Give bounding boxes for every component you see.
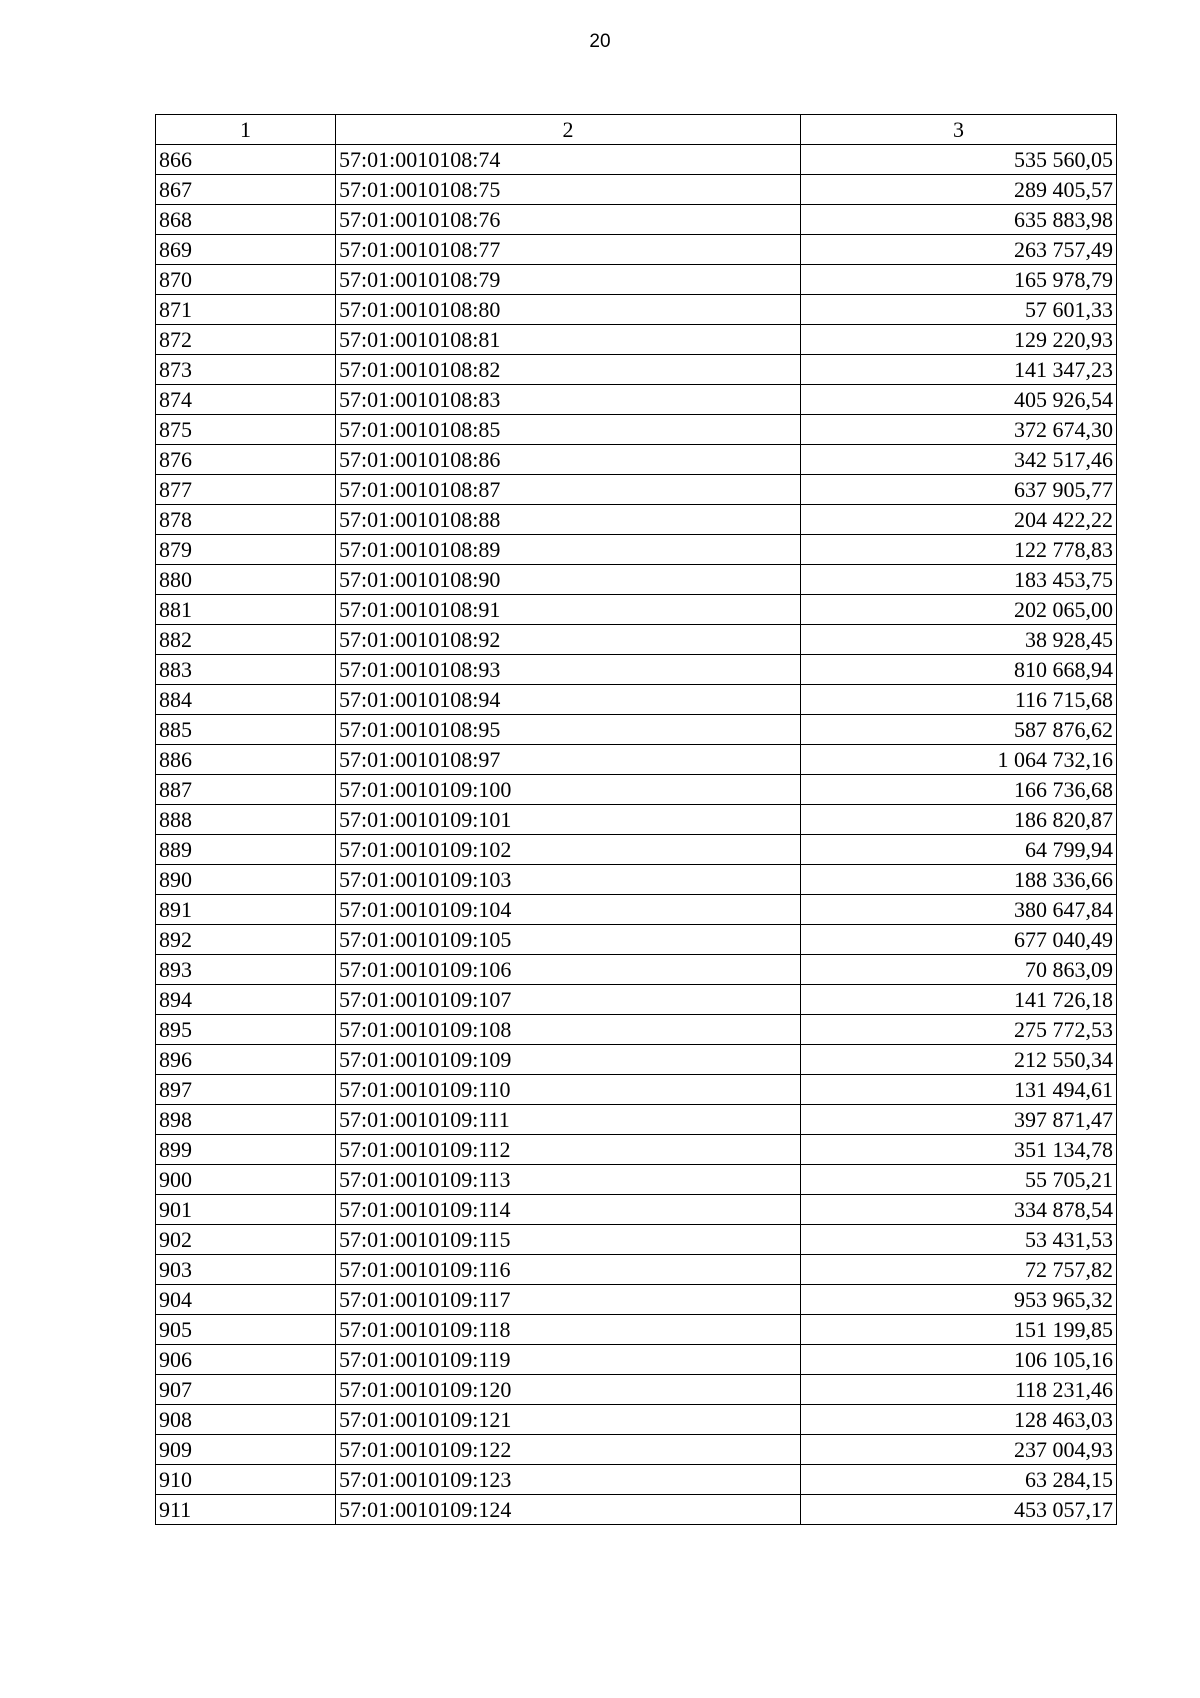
row-number-cell: 902 bbox=[156, 1225, 336, 1255]
row-number-cell: 903 bbox=[156, 1255, 336, 1285]
value-cell: 64 799,94 bbox=[801, 835, 1117, 865]
row-number-cell: 885 bbox=[156, 715, 336, 745]
row-number-cell: 882 bbox=[156, 625, 336, 655]
table-row bbox=[156, 1105, 1117, 1135]
row-number-cell: 876 bbox=[156, 445, 336, 475]
value-cell: 55 705,21 bbox=[801, 1165, 1117, 1195]
row-number-cell: 894 bbox=[156, 985, 336, 1015]
cadastral-number-cell: 57:01:0010109:118 bbox=[336, 1315, 801, 1345]
row-number-cell: 895 bbox=[156, 1015, 336, 1045]
cadastral-number-cell: 57:01:0010108:80 bbox=[336, 295, 801, 325]
cadastral-number-cell: 57:01:0010108:85 bbox=[336, 415, 801, 445]
cadastral-number-cell: 57:01:0010108:79 bbox=[336, 265, 801, 295]
table-row bbox=[156, 415, 1117, 445]
table-row bbox=[156, 1285, 1117, 1315]
cadastral-number-cell: 57:01:0010108:93 bbox=[336, 655, 801, 685]
value-cell: 166 736,68 bbox=[801, 775, 1117, 805]
value-cell: 587 876,62 bbox=[801, 715, 1117, 745]
cadastral-number-cell: 57:01:0010108:86 bbox=[336, 445, 801, 475]
row-number-cell: 898 bbox=[156, 1105, 336, 1135]
cadastral-number-cell: 57:01:0010109:109 bbox=[336, 1045, 801, 1075]
value-cell: 129 220,93 bbox=[801, 325, 1117, 355]
cadastral-number-cell: 57:01:0010109:106 bbox=[336, 955, 801, 985]
table-row bbox=[156, 1195, 1117, 1225]
table-row bbox=[156, 1435, 1117, 1465]
cadastral-number-cell: 57:01:0010109:115 bbox=[336, 1225, 801, 1255]
cadastral-number-cell: 57:01:0010109:119 bbox=[336, 1345, 801, 1375]
cadastral-number-cell: 57:01:0010109:124 bbox=[336, 1495, 801, 1525]
row-number-cell: 900 bbox=[156, 1165, 336, 1195]
cadastral-number-cell: 57:01:0010109:113 bbox=[336, 1165, 801, 1195]
cadastral-number-cell: 57:01:0010109:111 bbox=[336, 1105, 801, 1135]
table-row bbox=[156, 235, 1117, 265]
table-row bbox=[156, 715, 1117, 745]
cadastral-number-cell: 57:01:0010109:103 bbox=[336, 865, 801, 895]
value-cell: 1 064 732,16 bbox=[801, 745, 1117, 775]
cadastral-number-cell: 57:01:0010108:95 bbox=[336, 715, 801, 745]
value-cell: 397 871,47 bbox=[801, 1105, 1117, 1135]
value-cell: 57 601,33 bbox=[801, 295, 1117, 325]
table-row bbox=[156, 505, 1117, 535]
table-row bbox=[156, 1135, 1117, 1165]
table-row bbox=[156, 1045, 1117, 1075]
row-number-cell: 873 bbox=[156, 355, 336, 385]
table-row bbox=[156, 625, 1117, 655]
value-cell: 351 134,78 bbox=[801, 1135, 1117, 1165]
row-number-cell: 879 bbox=[156, 535, 336, 565]
row-number-cell: 899 bbox=[156, 1135, 336, 1165]
cadastral-number-cell: 57:01:0010109:110 bbox=[336, 1075, 801, 1105]
table-row bbox=[156, 535, 1117, 565]
row-number-cell: 909 bbox=[156, 1435, 336, 1465]
cadastral-number-cell: 57:01:0010108:81 bbox=[336, 325, 801, 355]
value-cell: 289 405,57 bbox=[801, 175, 1117, 205]
value-cell: 106 105,16 bbox=[801, 1345, 1117, 1375]
row-number-cell: 884 bbox=[156, 685, 336, 715]
row-number-cell: 887 bbox=[156, 775, 336, 805]
cadastral-number-cell: 57:01:0010109:102 bbox=[336, 835, 801, 865]
table-row bbox=[156, 1495, 1117, 1525]
column-header-3: 3 bbox=[801, 115, 1117, 145]
table-header-row bbox=[156, 115, 1117, 145]
value-cell: 810 668,94 bbox=[801, 655, 1117, 685]
cadastral-number-cell: 57:01:0010108:94 bbox=[336, 685, 801, 715]
value-cell: 334 878,54 bbox=[801, 1195, 1117, 1225]
column-header-2: 2 bbox=[336, 115, 801, 145]
page-number: 20 bbox=[589, 31, 611, 52]
table-row bbox=[156, 1465, 1117, 1495]
value-cell: 53 431,53 bbox=[801, 1225, 1117, 1255]
cadastral-number-cell: 57:01:0010108:76 bbox=[336, 205, 801, 235]
cadastral-number-cell: 57:01:0010108:83 bbox=[336, 385, 801, 415]
value-cell: 635 883,98 bbox=[801, 205, 1117, 235]
table-row bbox=[156, 325, 1117, 355]
cadastral-number-cell: 57:01:0010109:116 bbox=[336, 1255, 801, 1285]
data-table bbox=[155, 114, 1117, 1525]
table-header bbox=[156, 115, 1117, 145]
cadastral-number-cell: 57:01:0010109:120 bbox=[336, 1375, 801, 1405]
row-number-cell: 868 bbox=[156, 205, 336, 235]
table-row bbox=[156, 865, 1117, 895]
value-cell: 141 726,18 bbox=[801, 985, 1117, 1015]
row-number-cell: 904 bbox=[156, 1285, 336, 1315]
table-body bbox=[156, 145, 1117, 1525]
row-number-cell: 875 bbox=[156, 415, 336, 445]
cadastral-number-cell: 57:01:0010109:123 bbox=[336, 1465, 801, 1495]
column-header-1: 1 bbox=[156, 115, 336, 145]
table-row bbox=[156, 745, 1117, 775]
value-cell: 212 550,34 bbox=[801, 1045, 1117, 1075]
cadastral-number-cell: 57:01:0010108:87 bbox=[336, 475, 801, 505]
row-number-cell: 883 bbox=[156, 655, 336, 685]
table-row bbox=[156, 1375, 1117, 1405]
table-row bbox=[156, 1405, 1117, 1435]
row-number-cell: 893 bbox=[156, 955, 336, 985]
cadastral-number-cell: 57:01:0010109:117 bbox=[336, 1285, 801, 1315]
value-cell: 204 422,22 bbox=[801, 505, 1117, 535]
value-cell: 677 040,49 bbox=[801, 925, 1117, 955]
row-number-cell: 897 bbox=[156, 1075, 336, 1105]
value-cell: 453 057,17 bbox=[801, 1495, 1117, 1525]
table-row bbox=[156, 295, 1117, 325]
table-row bbox=[156, 385, 1117, 415]
value-cell: 118 231,46 bbox=[801, 1375, 1117, 1405]
value-cell: 70 863,09 bbox=[801, 955, 1117, 985]
cadastral-number-cell: 57:01:0010109:104 bbox=[336, 895, 801, 925]
cadastral-number-cell: 57:01:0010108:82 bbox=[336, 355, 801, 385]
table-row bbox=[156, 355, 1117, 385]
row-number-cell: 888 bbox=[156, 805, 336, 835]
row-number-cell: 910 bbox=[156, 1465, 336, 1495]
value-cell: 188 336,66 bbox=[801, 865, 1117, 895]
value-cell: 405 926,54 bbox=[801, 385, 1117, 415]
cadastral-number-cell: 57:01:0010109:100 bbox=[336, 775, 801, 805]
value-cell: 131 494,61 bbox=[801, 1075, 1117, 1105]
value-cell: 183 453,75 bbox=[801, 565, 1117, 595]
table-row bbox=[156, 925, 1117, 955]
table-row bbox=[156, 1345, 1117, 1375]
table-row bbox=[156, 985, 1117, 1015]
value-cell: 275 772,53 bbox=[801, 1015, 1117, 1045]
cadastral-number-cell: 57:01:0010109:122 bbox=[336, 1435, 801, 1465]
row-number-cell: 869 bbox=[156, 235, 336, 265]
row-number-cell: 881 bbox=[156, 595, 336, 625]
row-number-cell: 867 bbox=[156, 175, 336, 205]
table-row bbox=[156, 805, 1117, 835]
table-row bbox=[156, 475, 1117, 505]
cadastral-number-cell: 57:01:0010109:114 bbox=[336, 1195, 801, 1225]
row-number-cell: 871 bbox=[156, 295, 336, 325]
value-cell: 63 284,15 bbox=[801, 1465, 1117, 1495]
value-cell: 202 065,00 bbox=[801, 595, 1117, 625]
value-cell: 141 347,23 bbox=[801, 355, 1117, 385]
cadastral-number-cell: 57:01:0010109:107 bbox=[336, 985, 801, 1015]
row-number-cell: 905 bbox=[156, 1315, 336, 1345]
row-number-cell: 896 bbox=[156, 1045, 336, 1075]
row-number-cell: 872 bbox=[156, 325, 336, 355]
row-number-cell: 907 bbox=[156, 1375, 336, 1405]
table-row bbox=[156, 1255, 1117, 1285]
table-row bbox=[156, 205, 1117, 235]
cadastral-number-cell: 57:01:0010109:108 bbox=[336, 1015, 801, 1045]
table-row bbox=[156, 145, 1117, 175]
cadastral-number-cell: 57:01:0010109:112 bbox=[336, 1135, 801, 1165]
cadastral-number-cell: 57:01:0010108:74 bbox=[336, 145, 801, 175]
value-cell: 535 560,05 bbox=[801, 145, 1117, 175]
cadastral-number-cell: 57:01:0010108:90 bbox=[336, 565, 801, 595]
value-cell: 237 004,93 bbox=[801, 1435, 1117, 1465]
row-number-cell: 911 bbox=[156, 1495, 336, 1525]
row-number-cell: 878 bbox=[156, 505, 336, 535]
table-row bbox=[156, 685, 1117, 715]
value-cell: 186 820,87 bbox=[801, 805, 1117, 835]
value-cell: 38 928,45 bbox=[801, 625, 1117, 655]
row-number-cell: 886 bbox=[156, 745, 336, 775]
value-cell: 128 463,03 bbox=[801, 1405, 1117, 1435]
row-number-cell: 908 bbox=[156, 1405, 336, 1435]
cadastral-number-cell: 57:01:0010108:91 bbox=[336, 595, 801, 625]
value-cell: 122 778,83 bbox=[801, 535, 1117, 565]
row-number-cell: 892 bbox=[156, 925, 336, 955]
cadastral-number-cell: 57:01:0010108:75 bbox=[336, 175, 801, 205]
row-number-cell: 901 bbox=[156, 1195, 336, 1225]
table-row bbox=[156, 895, 1117, 925]
table-row bbox=[156, 655, 1117, 685]
table-row bbox=[156, 1075, 1117, 1105]
table-row bbox=[156, 175, 1117, 205]
table-row bbox=[156, 445, 1117, 475]
table-row bbox=[156, 775, 1117, 805]
table-row bbox=[156, 955, 1117, 985]
table-row bbox=[156, 1315, 1117, 1345]
row-number-cell: 870 bbox=[156, 265, 336, 295]
cadastral-number-cell: 57:01:0010108:92 bbox=[336, 625, 801, 655]
cadastral-number-cell: 57:01:0010109:105 bbox=[336, 925, 801, 955]
table-row bbox=[156, 565, 1117, 595]
table-row bbox=[156, 1225, 1117, 1255]
row-number-cell: 874 bbox=[156, 385, 336, 415]
value-cell: 72 757,82 bbox=[801, 1255, 1117, 1285]
table-row bbox=[156, 1165, 1117, 1195]
value-cell: 372 674,30 bbox=[801, 415, 1117, 445]
cadastral-number-cell: 57:01:0010108:88 bbox=[336, 505, 801, 535]
row-number-cell: 891 bbox=[156, 895, 336, 925]
table-row bbox=[156, 265, 1117, 295]
cadastral-number-cell: 57:01:0010108:89 bbox=[336, 535, 801, 565]
value-cell: 151 199,85 bbox=[801, 1315, 1117, 1345]
cadastral-number-cell: 57:01:0010109:121 bbox=[336, 1405, 801, 1435]
cadastral-number-cell: 57:01:0010108:97 bbox=[336, 745, 801, 775]
value-cell: 953 965,32 bbox=[801, 1285, 1117, 1315]
table-row bbox=[156, 1015, 1117, 1045]
table-row bbox=[156, 595, 1117, 625]
value-cell: 380 647,84 bbox=[801, 895, 1117, 925]
table-row bbox=[156, 835, 1117, 865]
cadastral-number-cell: 57:01:0010108:77 bbox=[336, 235, 801, 265]
cadastral-number-cell: 57:01:0010109:101 bbox=[336, 805, 801, 835]
value-cell: 637 905,77 bbox=[801, 475, 1117, 505]
value-cell: 342 517,46 bbox=[801, 445, 1117, 475]
row-number-cell: 890 bbox=[156, 865, 336, 895]
row-number-cell: 866 bbox=[156, 145, 336, 175]
value-cell: 263 757,49 bbox=[801, 235, 1117, 265]
row-number-cell: 906 bbox=[156, 1345, 336, 1375]
row-number-cell: 889 bbox=[156, 835, 336, 865]
row-number-cell: 880 bbox=[156, 565, 336, 595]
row-number-cell: 877 bbox=[156, 475, 336, 505]
value-cell: 165 978,79 bbox=[801, 265, 1117, 295]
value-cell: 116 715,68 bbox=[801, 685, 1117, 715]
